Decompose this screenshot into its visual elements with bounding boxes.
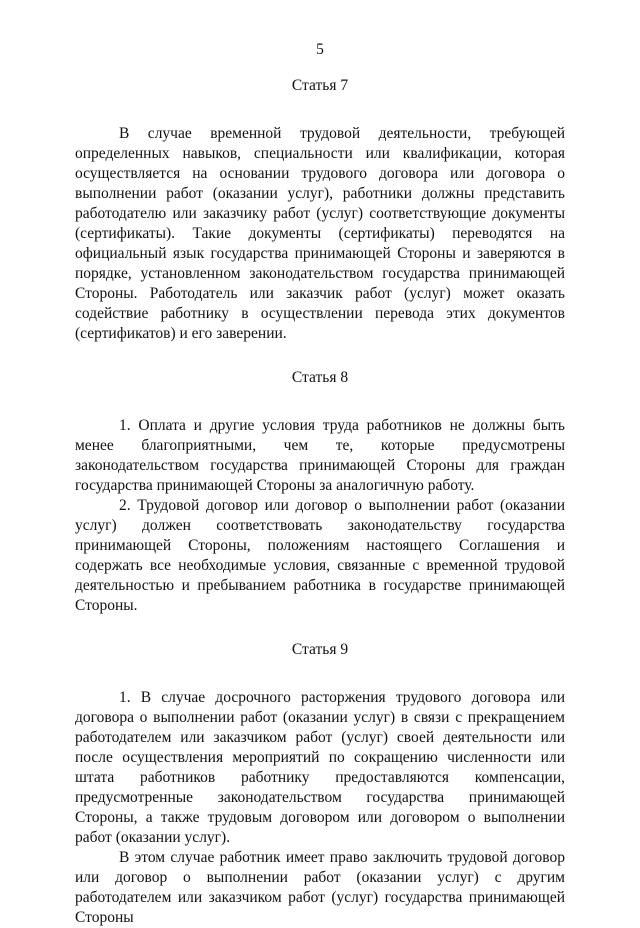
article-8-paragraph-1: 1. Оплата и другие условия труда работников не должны быть менее благоприятными, чем те, которые предусмотрены законодательством государства принимающей Стороны для граждан государства принимающей Стороны за аналогичную работу. xyxy=(75,417,565,494)
article-7-paragraph-1: В случае временной трудовой деятельности, требующей определенных навыков, специальности или квалификации, которая осуществляется на основании трудового договора или договора о выполнении работ (оказании услуг), работники должны представить работодателю или заказчику работ (услуг) соответствующие документы (сертификаты). Такие документы (сертификаты) переводятся на официальный язык государства принимающей Стороны и заверяются в порядке, установленном законодательством государства принимающей Стороны. Работодатель или заказчик работ (услуг) может оказать содействие работнику в осуществлении перевода этих документов (сертификатов) и его заверении. xyxy=(75,125,565,342)
article-9-paragraph-2: В этом случае работник имеет право заключить трудовой договор или договор о выполнении работ (оказании услуг) с другим работодателем или заказчиком работ (услуг) государства принимающей Стороны xyxy=(75,849,565,926)
page-number: 5 xyxy=(316,41,324,58)
article-8-heading: Статья 8 xyxy=(291,369,349,386)
article-8-paragraph-2: 2. Трудовой договор или договор о выполнении работ (оказании услуг) должен соответствовать законодательству государства принимающей Стороны, положениям настоящего Соглашения и содержать все необходимые условия, связанные с временной трудовой деятельностью и пребыванием работника в государстве принимающей Стороны. xyxy=(75,497,565,614)
article-7-heading: Статья 7 xyxy=(291,77,349,94)
document-page xyxy=(75,40,565,928)
article-9-paragraph-1: 1. В случае досрочного расторжения трудового договора или договора о выполнении работ (оказании услуг) в связи с прекращением работодателем или заказчиком работ (услуг) своей деятельности или после осуществления мероприятий по сокращению численности или штата работников работнику предоставляются компенсации, предусмотренные законодательством государства принимающей Стороны, а также трудовым договором или договором о выполнении работ (оказании услуг). xyxy=(75,689,565,846)
article-9-heading: Статья 9 xyxy=(291,641,349,658)
